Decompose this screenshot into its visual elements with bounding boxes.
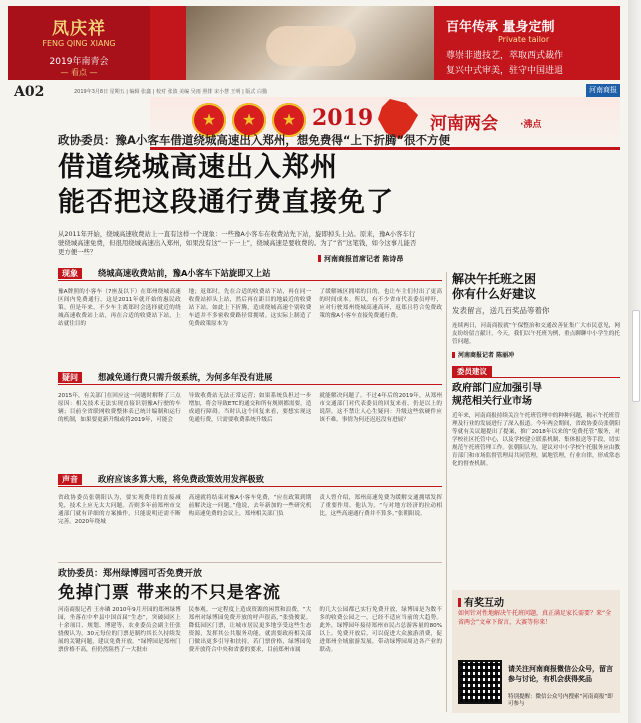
section-tag: 疑问 <box>58 372 82 383</box>
theme-year: 2019 <box>312 105 374 131</box>
section-header <box>58 372 442 385</box>
right-section-header <box>452 366 620 378</box>
theme-subtitle: ·沸点 <box>520 120 542 130</box>
qr-caption: 请关注河南商报微信公众号，留言参与讨论，有机会获得奖品 <box>508 665 613 683</box>
lead-byline: 河南商报首席记者 陈诗昂 <box>318 254 403 264</box>
text-column: 了缓解城区拥堵的目的，也让车主们付出了更高的时间成本。所以，有不少省市代表委员呼吁，应对行驶郑州绕城高速高环，返郑且符合免费政策的豫A小客车直接免费通行费。 <box>319 289 443 319</box>
scroll-handle[interactable] <box>632 310 640 402</box>
ad-brand-block <box>8 6 150 80</box>
emblem-icon: ★ <box>272 103 306 137</box>
ad-year-line2: — 看点 — <box>60 68 98 77</box>
newspaper-logo: 河南商报 <box>586 84 620 97</box>
interaction-heading: 有奖互动 <box>458 594 504 609</box>
right-story-2-headline[interactable]: 政府部门应加强引导 规范相关行业市场 <box>452 383 542 407</box>
text-column: 民参观。一定程度上造成资源的闲置和浪费，“大郑州对绿博园免费开放的呼声很高，”张骁俊说。降低园区门票，让城市居民更多地享受这些生态资源，发挥其公共服务功能，就需要政府相关部门做出更多引导和扶持。若门票价格，绿博园免费开放符合中央和省委的要求，目前郑州市属 <box>188 607 312 653</box>
right-story-1 <box>452 272 620 359</box>
top-advertisement[interactable] <box>8 6 620 80</box>
text-column: 就能解决问题了。不过4年后的2019年，从郑州市交通部门对代表委员的回复来看，仍是以上的说辞，这不禁让人心生疑问：升级这些软硬件应该不难，事情为何还迟迟没有进展？ <box>319 393 443 423</box>
ad-line2: 复兴中式审美，驻守中国进退 <box>446 66 564 76</box>
text-column: 2015年，有关部门在回应这一问题时解释了三点原因：相关技术无法实现直接识别豫A行驶的车辆；目前全省联网收费整体表已统计编制和运行的机制，如果要更新升级或将2019年，可能会 <box>58 393 181 423</box>
right-story-2-body: 近年来，河南商报持续关注午托班管理中的种种问题，揭示午托班管理及行业的发展进行了深入报道。今年两会期间，省政协委员张朝阳等就有关议题提出了提案，推广2018年以来的“免费托管”服务，对学校社区托管中心，以及学校建立联系机制、集体报送等手段，切实规范午托班管理工作。张朝阳认为，建议对中小学校午托服务应由教育部门和市场监督管理局共同管理，属地管理，行业自律，形成常态化的督查机制。 <box>452 413 620 467</box>
page-info: 2019年3月8日 星期五 | 编辑 张鑫 | 校对 张波 美编 吴雨 照排 宋小慧 王明 | 版式 白猫 <box>74 89 267 95</box>
page-number: A02 <box>14 84 45 100</box>
theme-title: 河南两会 <box>430 114 498 134</box>
section-body <box>58 392 442 462</box>
story2-kicker: 政协委员：郑州绿博园可否免费开放 <box>58 569 203 579</box>
section-title: 想减免通行费只需升级系统，为何多年没有进展 <box>98 372 273 382</box>
qr-code-icon[interactable] <box>458 660 502 704</box>
section-body <box>58 288 442 358</box>
interaction-question: 如何针对性地解决午托班问题，真正满足家长需要？来“全省两会”文章下留言，大赛等你来！ <box>458 610 612 626</box>
section-body <box>58 494 442 558</box>
text-column: 高速就将结束对豫A小客车免费，“应在政策到期前解决这一问题。”他说，去年新加的一些研究机构高速免费的会议上，郑州相关部门负 <box>188 495 312 517</box>
emblem-icon: ★ <box>192 103 226 137</box>
text-column: 的几大公园都已实行免费开放，绿博园是为数不多的收费公园之一，已经不适应当前的大趋势。此外，绿博园年接待郑州市民占总游客量的80%以上。免费开放后，可以促进大众旅游消费，促进郑州全域旅游发展，带动绿博园周边各产业的联动。 <box>319 607 443 653</box>
section-title: 绕城高速收费站前，豫A小客车下站旋即又上站 <box>98 268 271 278</box>
right-story-1-subhead: 发表留言，送几百奖品等着你 <box>452 306 550 315</box>
right-story-1-body: 连续两日，河南商报就“午保整治和交通改善征集广大市民意见，网友纷纷留言献计。今天，我们以午托班为例，重点聊聊中小学生的托管问题。 <box>452 323 620 345</box>
story2-headline[interactable]: 免掉门票 带来的不只是客流 <box>58 583 281 603</box>
lead-summary: 从2011年开始，绕城高速收费站上一直有这样一个现象：一些豫A小客车在收费站先下站，旋即掉头上站。原来，豫A小客车行驶绕城高速免费，但很用绕城高速出入郑州，如果没有这“一下一上”，绕城高速是要收费的。为了“省”这笔钱，如今这事儿能否更方便一些？ <box>58 230 417 256</box>
divider <box>58 562 442 563</box>
section-header <box>58 268 442 281</box>
text-column: 豫A牌照的小客车（7座及以下）在郑州绕城高速区间内免费通行，这是2011年就开始的惠民政策。但是年来，不少车主离郑时会选择就近的绕城高速收费站上站，再在合适的收费站下站，上站就往目的 <box>58 289 181 327</box>
ad-brand-sub: FENG QING XIANG <box>42 39 116 48</box>
story2-body <box>58 606 442 714</box>
section-header <box>58 474 442 487</box>
right-story-1-byline: 河南商报记者 陈丽冲 <box>452 350 620 359</box>
right-story-2 <box>452 366 620 468</box>
lead-headline[interactable]: 借道绕城高速出入郑州 能否把这段通行费直接免了 <box>58 152 394 218</box>
ad-title: 百年传承 量身定制 <box>446 20 555 35</box>
section-title: 政府应该多算大账，将免费政策效用发挥极致 <box>98 474 264 484</box>
ad-line1: 尊崇非遗技艺，萃取西式裁作 <box>446 51 564 61</box>
right-story-1-headline[interactable]: 解决午托班之困 你有什么好建议 <box>452 272 537 301</box>
column-divider <box>446 272 447 712</box>
ad-brand-logo: 凤庆祥 <box>52 19 106 39</box>
ad-text-block <box>438 6 620 80</box>
ad-title-sub: Private tailor <box>498 35 550 44</box>
interaction-box <box>452 590 620 713</box>
text-column: 导致收费站无法正常运营；如果系统负担过一步增加，将会导致ETC的通交和所有规则都需要，造成通行障碍。当时认这个回复来看，要想实现这免通行费，只需要收费系统升级后 <box>188 393 312 423</box>
text-column: 责人曾介绍，郑州高速免费为缓解交通拥堵发挥了重要作用。他认为，“与对地方经济的拉动相比，这些高速通行费并不算多。”张朝阳说。 <box>319 495 443 517</box>
ad-photo <box>186 6 434 80</box>
section-tag: 现象 <box>58 268 82 279</box>
text-column: 省政协委员张朝阳认为，要实现费用的直接减免，技术上应无太大问题。否则多年前郑州市交通部门就有详细的方案操作，只能说明还需不断完善。2020年绕城 <box>58 495 181 525</box>
text-column: 地；返郑时，先在合适的收费站下站，再在同一收费站掉头上站，然后再在距目的地最近的收费站下站。如此上下折腾，造成绕城高速个别收费车道并不多密收费路径常拥堵。这实际上制造了免费政策原本为 <box>188 289 312 327</box>
ad-year-line: 2019年南青会 <box>49 57 109 67</box>
section-tag: 声音 <box>58 474 82 485</box>
emblem-icon: ★ <box>232 103 266 137</box>
lead-kicker: 政协委员：豫A小客车借道绕城高速出入郑州，想免费得“上下折腾”很不方便 <box>58 133 451 147</box>
text-column: 河南商报记者 王亦璘 2010年9月开园的郑州绿博园，坐落在中牟县中国首届“生态”，突破园区上十余项目、规划、博建等，农业委员会副主任张骁俊认为，30元每位的门票是制约其长久持续发展的关键问题，建议免费开放。“绿博园是郑州门票价格不高，但仍然阻挡了一大批市 <box>58 607 181 653</box>
ad-photo-hand <box>266 26 356 66</box>
right-section-tag: 委员建议 <box>452 366 492 377</box>
qr-caption-note: 特别提醒：微信公众号内搜索“河南商报”即可参与 <box>508 694 613 707</box>
